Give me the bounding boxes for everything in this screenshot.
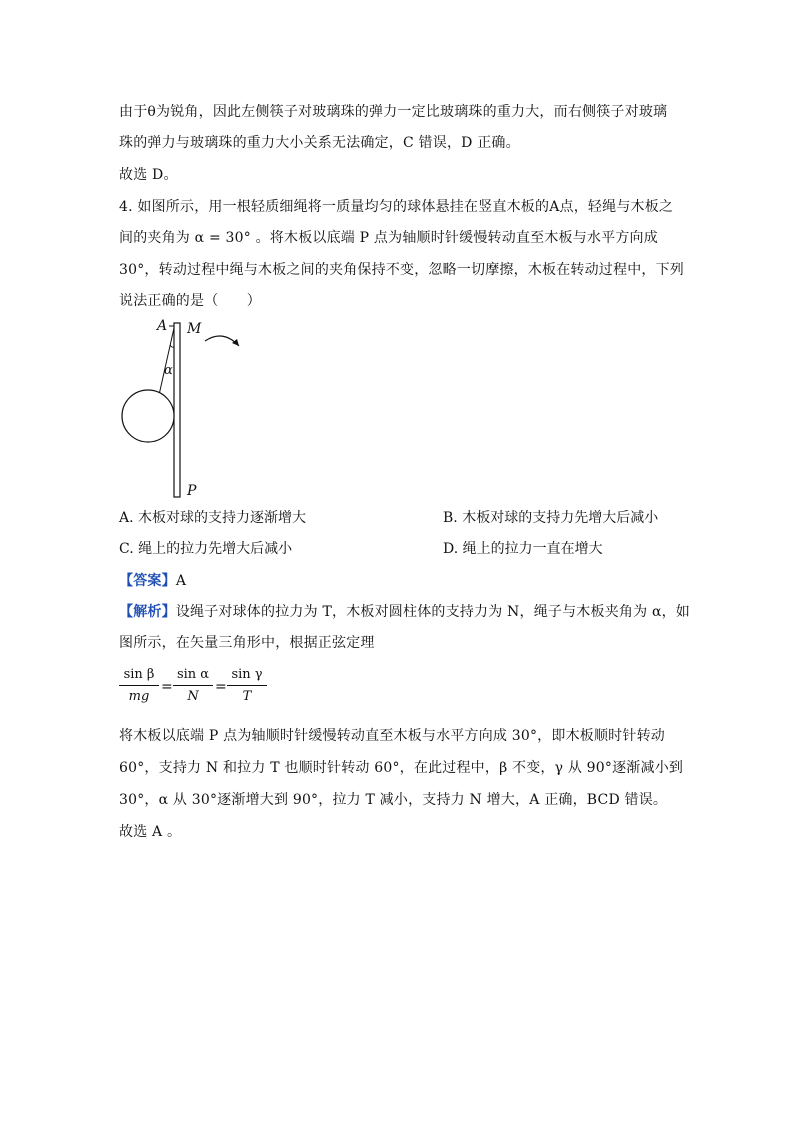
text-line: 故选 D。 xyxy=(119,167,178,183)
question-text: 30°，转动过程中绳与木板之间的夹角保持不变，忽略一切摩擦，木板在转动过程中，下列 xyxy=(119,262,685,278)
question-text: 4. 如图所示，用一根轻质细绳将一质量均匀的球体悬挂在竖直木板的A点，轻绳与木板之 xyxy=(119,199,674,215)
analysis-text: 将木板以底端 P 点为轴顺时针缓慢转动直至木板与水平方向成 30°，即木板顺时针转动 xyxy=(119,728,665,744)
answer-line xyxy=(119,572,679,590)
answer-value: A xyxy=(175,573,187,589)
option-a: A. 木板对球的支持力逐渐增大 xyxy=(119,510,307,526)
text-line: 由于θ为锐角，因此左侧筷子对玻璃珠的弹力一定比玻璃珠的重力大，而右侧筷子对玻璃 xyxy=(119,104,668,120)
question-text: 间的夹角为 α = 30° 。将木板以底端 P 点为轴顺时针缓慢转动直至木板与水平方向成 xyxy=(119,230,658,246)
equals-sign: = xyxy=(161,679,173,695)
ball-sphere xyxy=(122,390,174,442)
analysis-text: 图所示，在矢量三角形中，根据正弦定理 xyxy=(119,635,375,651)
fraction-1: sin β mg xyxy=(119,666,159,706)
physics-figure xyxy=(115,315,255,505)
analysis-text: 故选 A 。 xyxy=(119,824,182,840)
option-c: C. 绳上的拉力先增大后减小 xyxy=(119,541,293,557)
rope-line xyxy=(159,328,174,395)
analysis-line xyxy=(119,603,691,621)
rotation-arrow-icon xyxy=(205,336,239,346)
option-d: D. 绳上的拉力一直在增大 xyxy=(443,541,603,557)
label-a: A xyxy=(157,318,168,334)
fraction-3: sin γ T xyxy=(227,666,267,706)
equals-sign: = xyxy=(215,679,227,695)
analysis-tag: 【解析】 xyxy=(119,604,176,620)
label-m: M xyxy=(187,321,202,337)
text-line: 珠的弹力与玻璃珠的重力大小关系无法确定，C 错误，D 正确。 xyxy=(119,135,520,151)
option-b: B. 木板对球的支持力先增大后减小 xyxy=(443,510,659,526)
angle-arc xyxy=(170,345,174,347)
fraction-2: sin α N xyxy=(173,666,213,706)
label-p: P xyxy=(187,483,197,499)
analysis-text: 设绳子对球体的拉力为 T，木板对圆柱体的支持力为 N，绳子与木板夹角为 α，如 xyxy=(175,604,691,620)
analysis-text: 30°，α 从 30°逐渐增大到 90°，拉力 T 减小，支持力 N 增大，A 正确，BCD 错误。 xyxy=(119,792,668,808)
analysis-text: 60°，支持力 N 和拉力 T 也顺时针转动 60°，在此过程中，β 不变，γ 从 90°逐渐减小到 xyxy=(119,760,684,776)
question-text: 说法正确的是（ ） xyxy=(119,293,261,309)
answer-tag: 【答案】 xyxy=(119,573,176,589)
wooden-board xyxy=(174,323,180,497)
label-alpha: α xyxy=(164,363,173,378)
